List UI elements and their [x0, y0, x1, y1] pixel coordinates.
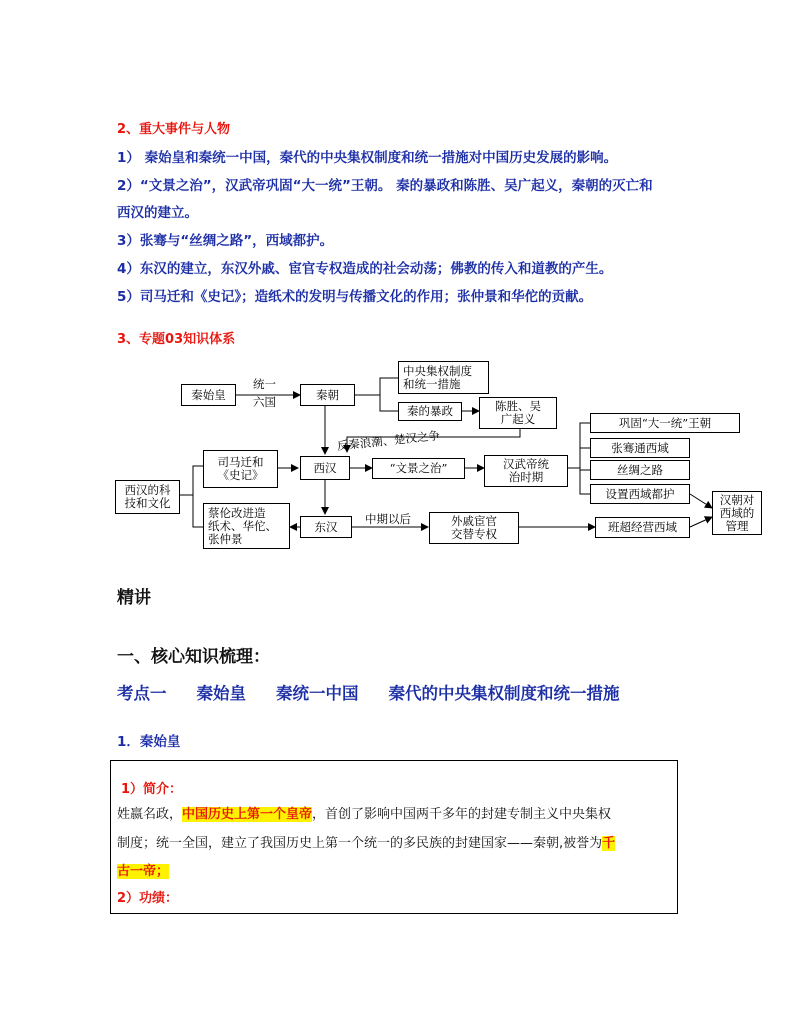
heading-core-knowledge: 一、核心知识梳理：	[117, 647, 270, 667]
highlight-qiangudi: 古一帝；	[117, 864, 170, 879]
kaodian-line	[117, 680, 650, 704]
event-line-4: 4）东汉的建立，东汉外戚、宦官专权造成的社会动荡；佛教的传入和道教的产生。	[117, 261, 613, 277]
kaodian-topic-3: 秦代的中央集权制度和统一措施	[388, 684, 620, 703]
highlight-first-emperor: 中国历史上第一个皇帝	[182, 807, 313, 822]
event-line-2: 2）“文景之治”，汉武帝巩固“大一统”王朝。 秦的暴政和陈胜、吴广起义，秦朝的灭亡和	[117, 178, 653, 194]
node-duhu: 设置西域都护	[590, 484, 690, 504]
subheading-qinshihuang: 1．秦始皇	[117, 734, 181, 750]
node-baozheng: 秦的暴政	[398, 402, 462, 421]
node-cailun-line2: 纸术、华佗、	[208, 518, 277, 533]
node-hanwudi	[484, 455, 568, 487]
node-cailun-line1: 蔡伦改进造	[208, 505, 266, 520]
node-chensheng-line2: 广起义	[500, 412, 536, 426]
intro-paragraph-line3	[117, 860, 169, 879]
node-hanwudi-line2: 治时期	[508, 470, 544, 484]
node-zhongyang	[398, 361, 489, 394]
intro-text-1a: 姓嬴名政，	[117, 807, 183, 822]
node-zhongyang-line1: 中央集权制度	[403, 363, 472, 378]
node-cailun	[203, 503, 290, 549]
node-sichou: 丝绸之路	[590, 460, 690, 480]
intro-text-1b: ，首创了影响中国两千多年的封建专制主义中央集权	[312, 807, 612, 822]
kaodian-topic-1: 秦始皇	[196, 684, 246, 703]
intro-paragraph-line1	[117, 803, 611, 822]
node-qinshihuang: 秦始皇	[181, 384, 236, 406]
node-hanwudi-line1: 汉武帝统	[503, 457, 549, 471]
section3-title: 3、专题03知识体系	[117, 332, 236, 347]
achievement-title: 2）功绩：	[117, 891, 179, 906]
kaodian-topic-2: 秦统一中国	[276, 684, 359, 703]
intro-title: 1）简介：	[121, 782, 183, 797]
label-liuguo: 六国	[253, 395, 276, 409]
node-banchao: 班超经营西域	[595, 517, 690, 538]
label-tongyi: 统一	[253, 377, 276, 391]
intro-paragraph-line2	[117, 832, 615, 851]
node-guanli-line2: 西域的	[719, 505, 755, 520]
node-keji-line1: 西汉的科	[124, 483, 171, 497]
node-cailun-line3: 张仲景	[208, 531, 243, 546]
node-gonggu: 巩固“大一统”王朝	[590, 413, 740, 433]
heading-jingjiang: 精讲	[117, 588, 151, 608]
node-waiqi-line2: 交替专权	[451, 527, 497, 541]
node-donghan: 东汉	[300, 516, 352, 538]
node-zhongyang-line2: 和统一措施	[403, 376, 461, 391]
intro-text-2a: 制度；统一全国，建立了我国历史上第一个统一的多民族的封建国家——秦朝,被誉为	[117, 836, 603, 851]
highlight-qian: 千	[602, 836, 616, 851]
node-keji	[115, 480, 180, 514]
node-keji-line2: 技和文化	[124, 496, 171, 510]
node-wenjing: “文景之治”	[372, 458, 465, 479]
node-guanli-line3: 管理	[725, 518, 749, 533]
intro-card	[110, 760, 678, 914]
label-zhongqi: 中期以后	[365, 512, 411, 526]
node-sima-line1: 司马迁和	[217, 455, 264, 469]
event-line-3: 3）张骞与“丝绸之路”，西域都护。	[117, 233, 334, 249]
node-waiqi-line1: 外戚宦官	[451, 514, 497, 528]
node-waiqi	[429, 512, 519, 544]
kaodian-label: 考点一	[117, 684, 167, 703]
node-chensheng	[479, 397, 557, 429]
node-xihan: 西汉	[300, 456, 350, 480]
label-fanqin: 反秦浪潮、楚汉之争	[336, 428, 441, 453]
node-sima-line2: 《史记》	[217, 468, 264, 482]
node-guanli	[712, 491, 762, 535]
section2-title: 2、重大事件与人物	[117, 122, 231, 137]
node-sima	[203, 450, 278, 488]
event-line-5: 5）司马迁和《史记》；造纸术的发明与传播文化的作用；张仲景和华佗的贡献。	[117, 289, 593, 305]
node-zhangqian: 张骞通西域	[590, 438, 690, 458]
event-line-1: 1） 秦始皇和秦统一中国，秦代的中央集权制度和统一措施对中国历史发展的影响。	[117, 150, 618, 166]
node-chensheng-line1: 陈胜、吴	[495, 399, 541, 413]
node-qinchao: 秦朝	[300, 384, 355, 406]
node-guanli-line1: 汉朝对	[719, 492, 755, 507]
event-line-2b: 西汉的建立。	[117, 205, 198, 221]
